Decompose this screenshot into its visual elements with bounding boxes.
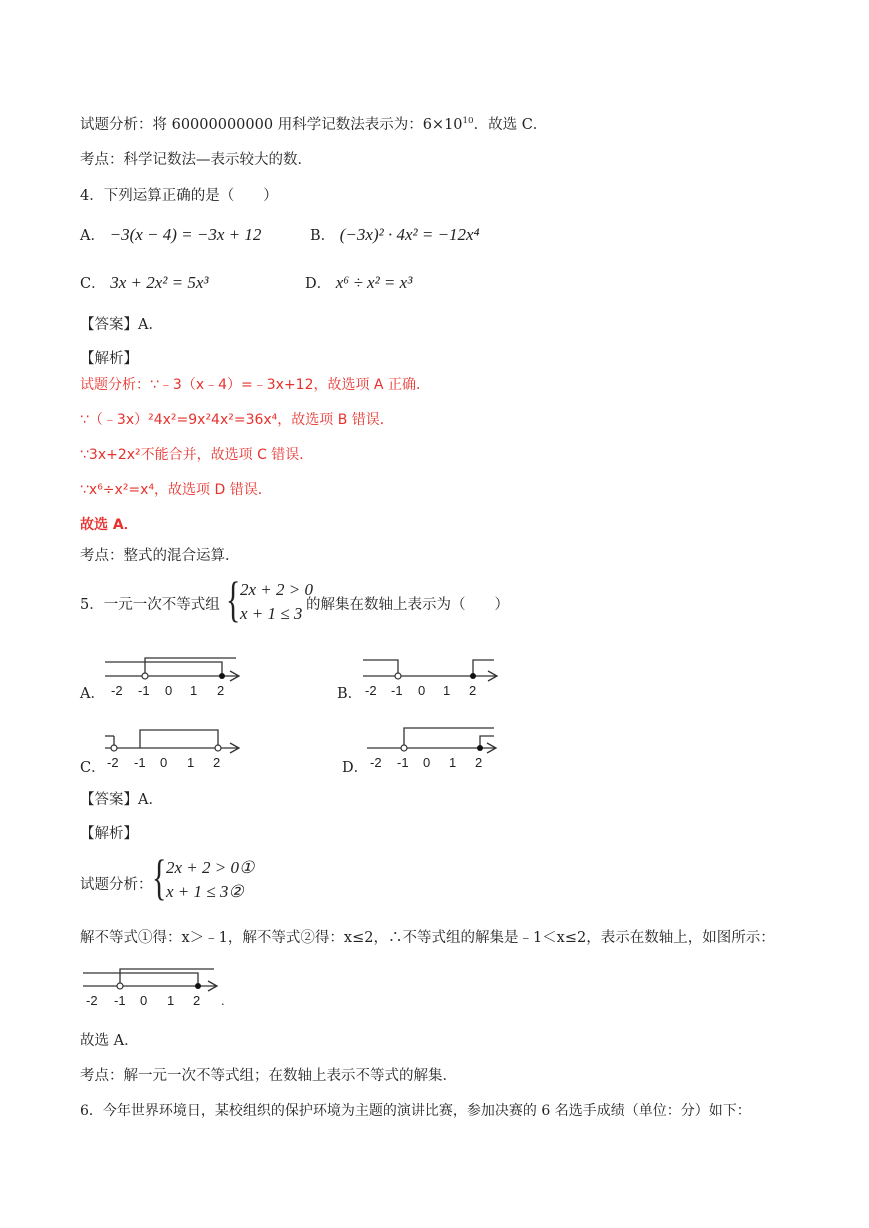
q5-option-a-numberline [100,650,250,700]
q5-choose: 故选 A． [80,1033,139,1049]
tick-label: 2 [469,683,477,698]
q5-option-b-numberline [358,650,508,700]
closed-point [219,673,225,679]
q4-jiexi-heading: 【解析】 [80,351,138,367]
q4-answer: 【答案】A． [80,317,163,333]
q5-answer: 【答案】A． [80,792,163,808]
q5-solve-text: 解不等式①得：x＞﹣1，解不等式②得：x≤2，∴不等式组的解集是﹣1＜x≤2，表示在数轴上，如图所示： [80,930,775,946]
tick-label: -2 [370,755,382,770]
q4-option-d: D． x⁶ ÷ x² = x³ [305,273,413,292]
open-point [111,745,117,751]
open-point [395,673,401,679]
tick-label: 0 [418,683,426,698]
tick-label: 2 [475,755,483,770]
tick-label: -2 [365,683,377,698]
q4-option-c: C． 3x + 2x² = 5x³ [80,273,209,292]
tick-label: -1 [391,683,403,698]
q4-red-line-1: 试题分析：∵﹣3（x﹣4）=﹣3x+12，故选项 A 正确． [80,377,430,393]
q5-option-d-numberline [362,722,512,772]
q5-solution-numberline [78,960,238,1010]
q5-question-post: 的解集在数轴上表示为（ ） [306,597,509,613]
q3-kaodian: 考点：科学记数法—表示较大的数． [80,152,312,168]
tick-label: 1 [167,993,175,1008]
q4-question: 4．下列运算正确的是（ ） [80,188,278,204]
tick-label: 0 [423,755,431,770]
tick-label: 2 [217,683,225,698]
open-point [215,745,221,751]
tick-label: 1 [449,755,457,770]
open-point [142,673,148,679]
q4-option-b: B． (−3x)² · 4x² = −12x⁴ [310,225,480,244]
q5-option-c-numberline [100,722,250,772]
tick-label: 0 [165,683,173,698]
tick-label: 2 [213,755,221,770]
q4-red-line-2: ∵（﹣3x）²4x²=9x²4x²=36x⁴，故选项 B 错误． [80,412,394,428]
tick-label: -1 [134,755,146,770]
open-point [117,983,123,989]
tick-label: -1 [138,683,150,698]
q5-option-d-label: D． [342,760,369,776]
q4-red-line-3: ∵3x+2x²不能合并，故选项 C 错误． [80,447,314,463]
q5-option-b-label: B． [337,686,363,702]
q5-question-pre: 5．一元一次不等式组 [80,597,220,613]
tick-label: -2 [107,755,119,770]
tick-label: -1 [114,993,126,1008]
tick-label: 2 [193,993,201,1008]
tick-label: 1 [443,683,451,698]
q4-red-line-4: ∵x⁶÷x²=x⁴，故选项 D 错误． [80,482,272,498]
tick-label: 0 [160,755,168,770]
q6-question: 6．今年世界环境日，某校组织的保护环境为主题的演讲比赛，参加决赛的 6 名选手成绩（单位：分）如下： [80,1103,751,1119]
q5-jiexi-heading: 【解析】 [80,826,138,842]
q5-option-a-label: A． [80,686,105,702]
tick-label: -1 [397,755,409,770]
tick-label: 0 [140,993,148,1008]
q3-analysis: 试题分析：将 60000000000 用科学记数法表示为：$6\times 10^{10}$．故选 C． [80,116,548,133]
tick-label: -2 [86,993,98,1008]
q4-kaodian: 考点：整式的混合运算． [80,548,240,564]
q4-option-a: A． −3(x − 4) = −3x + 12 [80,225,262,244]
closed-point [477,745,483,751]
q5-option-c-label: C． [80,760,106,776]
tick-label: 1 [190,683,198,698]
q4-red-line-5: 故选 A． [80,517,138,533]
closed-point [470,673,476,679]
open-point [401,745,407,751]
closed-point [195,983,201,989]
period-mark: . [221,993,225,1008]
tick-label: 1 [187,755,195,770]
q5-analysis-label: 试题分析： [80,877,153,893]
tick-label: -2 [111,683,123,698]
q5-kaodian: 考点：解一元一次不等式组；在数轴上表示不等式的解集． [80,1068,457,1084]
